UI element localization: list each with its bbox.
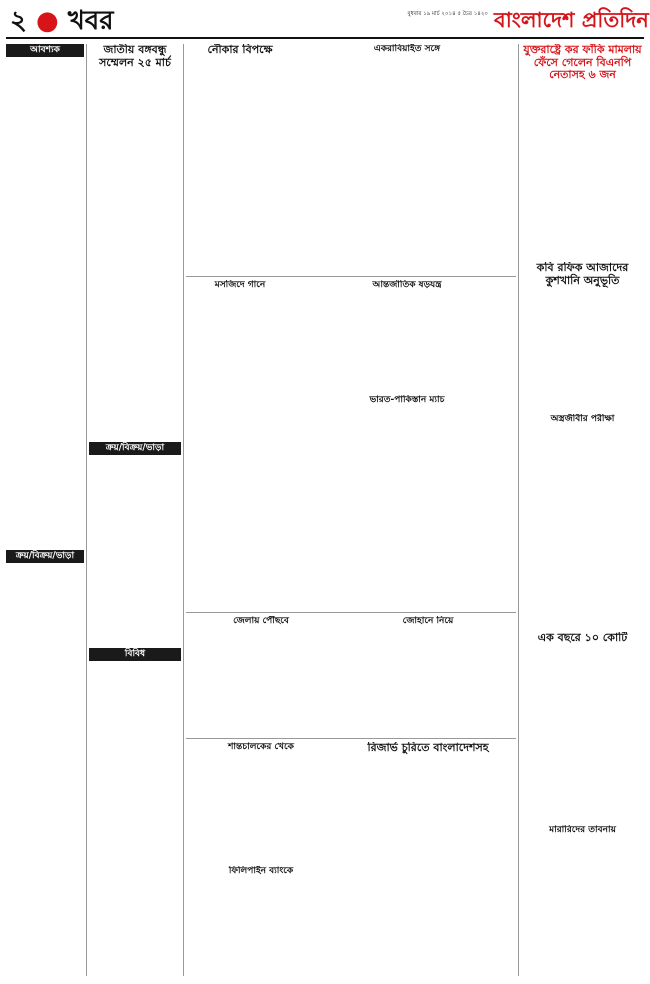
shadhin-article (186, 742, 336, 862)
ekrabiya-article (298, 44, 516, 274)
column-divider (86, 44, 87, 976)
section-name: খবর (67, 6, 114, 36)
marari-article (521, 825, 644, 976)
bullet-dot-icon: ● (35, 6, 59, 36)
classified-text (6, 60, 84, 550)
marari-headline: মারারিদের তাবনায় (549, 825, 616, 835)
sale-text-2 (89, 458, 181, 648)
bangabandhu-text (89, 72, 181, 442)
sale-text (6, 566, 84, 976)
ekbachhare-headline: এক বছরে ১০ কোটি (537, 632, 628, 644)
header-date: বুধবার ১৯ মার্চ ২০১৪ ৫ চৈত্র ১৪২০ (407, 11, 488, 17)
india-pak-headline: ভারত-পাকিস্তান ম্যাচ (369, 395, 445, 405)
shadhin-headline: শান্তচালকের খেকে (228, 742, 294, 752)
bibidh-text (89, 664, 181, 964)
ekrabiya-headline: একরাবিয়াইত সঙ্গে (373, 44, 441, 54)
header-rule (6, 37, 644, 39)
arms-article (521, 414, 644, 630)
jamaat-article (340, 616, 516, 736)
column-divider (518, 44, 519, 976)
mosque-headline: মসজিদে গানে (214, 280, 266, 290)
district-article (186, 616, 336, 736)
ekbachhare-article (521, 632, 644, 822)
row-divider (186, 276, 516, 277)
bangabandhu-headline: জাতীয় বঙ্গবন্ধু সম্মেলন ২৫ মার্চ (99, 44, 171, 69)
india-pak-article (298, 395, 516, 610)
arms-headline: অস্ত্রজীবীর পরীক্ষা (550, 414, 615, 424)
international-headline: আন্তর্জাতিক ষড়যন্ত্র (372, 280, 442, 290)
mosque-article (186, 280, 294, 610)
classified-heading: আবশ্যক (6, 44, 84, 57)
classified-column (6, 44, 84, 976)
philippines-article (186, 866, 336, 976)
kobi-headline: কবি রফিক আজাদের কুশখানি অনুভূতি (536, 262, 629, 287)
jamaat-headline: জোহানে নিয়ে (402, 616, 454, 626)
boat-article (186, 44, 294, 274)
usa-fraud-article (521, 44, 644, 259)
row-divider (186, 612, 516, 613)
sale-heading: ক্রয়/বিক্রয়/ভাড়া (89, 442, 181, 455)
page-number-section (10, 6, 114, 36)
sale-heading-left: ক্রয়/বিক্রয়/ভাড়া (6, 550, 84, 563)
boat-headline: নৌকার বিপক্ষে (207, 44, 273, 56)
district-headline: জেলায় পৌঁছবে (233, 616, 289, 626)
kobi-article (521, 262, 644, 412)
philippines-headline: ফিলিপাইন ব্যাংকে (228, 866, 294, 876)
newspaper-logo: বাংলাদেশ প্রতিদিন (494, 7, 649, 32)
column-two (89, 44, 181, 976)
bibidh-heading: বিবিধ (89, 648, 181, 661)
reserve-article (340, 742, 516, 976)
page-number: ২ (10, 6, 27, 36)
page-header (6, 6, 649, 36)
reserve-headline: রিজার্ভ চুরিতে বাংলাদেশসহ (367, 742, 489, 754)
international-article (298, 280, 516, 390)
row-divider (186, 738, 516, 739)
usa-fraud-headline: যুক্তরাষ্ট্রে কর ফাঁকি মামলায় ফেঁসে গেলেন বিএনপি নেতাসহ ৬ জন (523, 44, 642, 82)
column-divider (183, 44, 184, 976)
